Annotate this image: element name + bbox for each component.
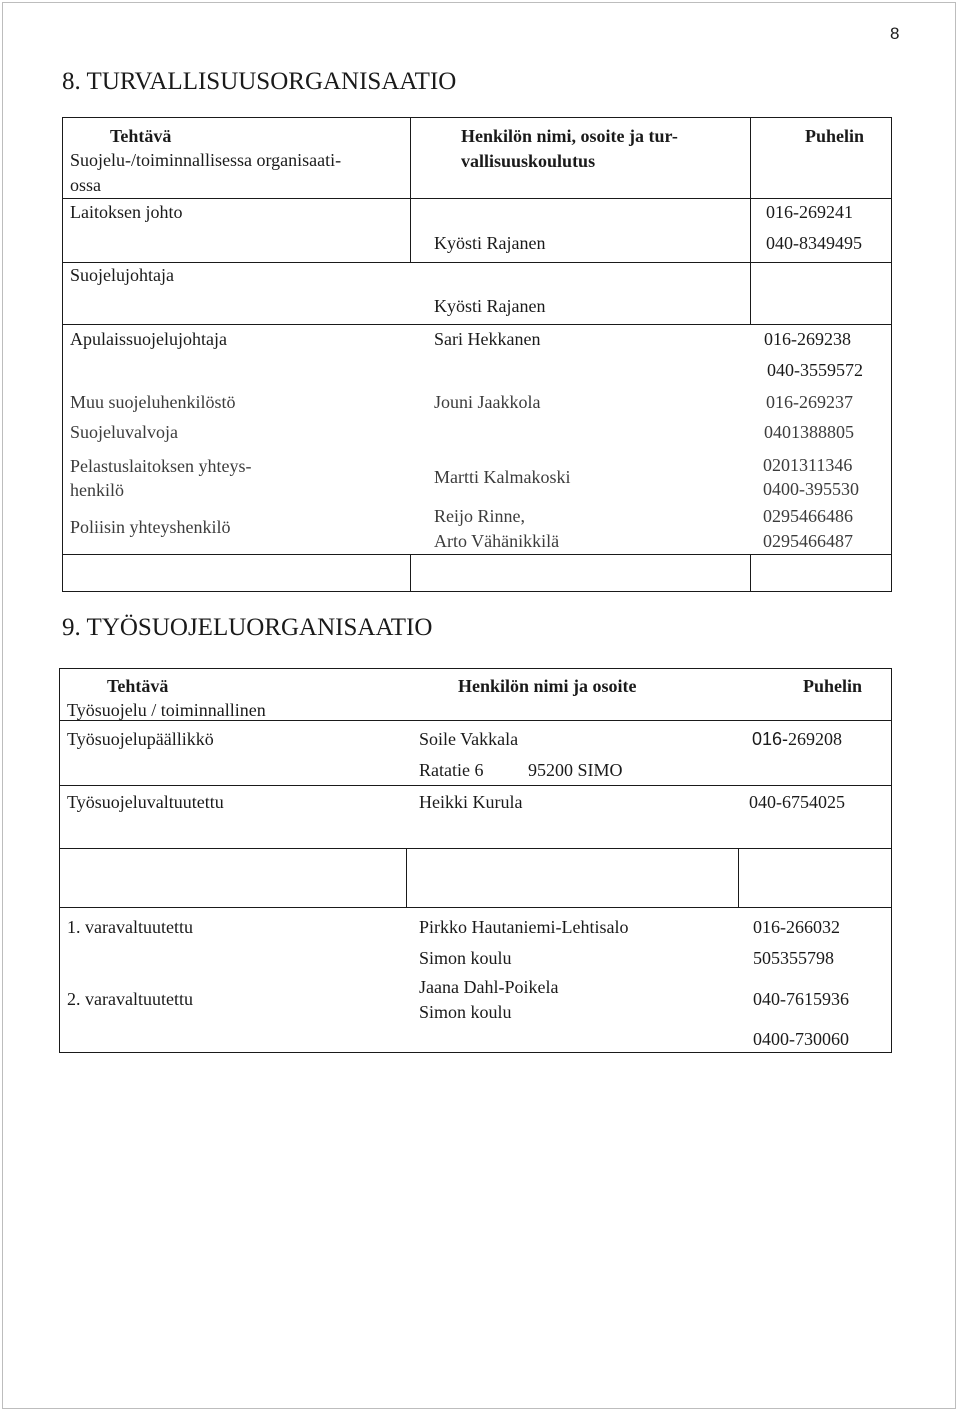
table2-row2-person: Heikki Kurula xyxy=(419,792,523,812)
table1-row5-person: Martti Kalmakoski xyxy=(434,467,571,487)
table2-row4-address: Simon koulu xyxy=(419,1002,512,1022)
table1-row5-phone1: 0201311346 xyxy=(763,455,853,475)
section-8-heading: 8. TURVALLISUUSORGANISAATIO xyxy=(62,68,457,95)
table1-row6-person1: Reijo Rinne, xyxy=(434,506,525,526)
table1-row6-phone2: 0295466487 xyxy=(763,531,853,551)
table1-row4-task2: Suojeluvalvoja xyxy=(70,422,178,442)
table2-header-phone: Puhelin xyxy=(803,676,863,696)
table1-row6-task: Poliisin yhteyshenkilö xyxy=(70,517,231,537)
table2-header-task: Tehtävä xyxy=(107,676,169,696)
table2-row4-person: Jaana Dahl-Poikela xyxy=(419,977,559,997)
table1-row3-task: Apulaissuojelujohtaja xyxy=(70,329,227,349)
table2-row3-person: Pirkko Hautaniemi-Lehtisalo xyxy=(419,917,629,937)
table1-header-person-1: Henkilön nimi, osoite ja tur- xyxy=(461,126,678,146)
table1-row1-task: Laitoksen johto xyxy=(70,202,183,222)
table1-header-task-sub2: ossa xyxy=(70,175,101,195)
table1-row3-phone1: 016-269238 xyxy=(764,329,851,349)
table2-header-task-sub: Työsuojelu / toiminnallinen xyxy=(67,700,266,720)
table2-row1-person: Soile Vakkala xyxy=(419,729,519,749)
table2-row1-phone xyxy=(752,729,842,750)
table1-row1-phone2: 040-8349495 xyxy=(766,233,862,253)
table2-row3-phone2: 505355798 xyxy=(753,948,834,968)
table2-row3-address: Simon koulu xyxy=(419,948,512,968)
table1-row1-phone1: 016-269241 xyxy=(766,202,853,222)
table2-row1-address: Ratatie 6 xyxy=(419,760,484,780)
table1-row3-person: Sari Hekkanen xyxy=(434,329,541,349)
table2-row2-task: Työsuojeluvaltuutettu xyxy=(67,792,224,812)
table2-row1-phone-rest: 269208 xyxy=(788,729,843,749)
table1-row4-person: Jouni Jaakkola xyxy=(434,392,541,412)
table2-row4-phone1: 040-7615936 xyxy=(753,989,849,1009)
table1-header-person-2: vallisuuskoulutus xyxy=(461,151,596,171)
section-9-heading: 9. TYÖSUOJELUORGANISAATIO xyxy=(62,614,433,641)
table1-row4-phone2: 0401388805 xyxy=(764,422,854,442)
table2-row4-phone2: 0400-730060 xyxy=(753,1029,849,1049)
table1-row3-phone2: 040-3559572 xyxy=(767,360,863,380)
table2-row1-phone-prefix: 016- xyxy=(752,729,789,749)
table1-row2-task: Suojelujohtaja xyxy=(70,265,174,285)
table1-row6-person2: Arto Vähänikkilä xyxy=(434,531,560,551)
table1-row5-phone2: 0400-395530 xyxy=(763,479,859,499)
table2-row1-postal: 95200 SIMO xyxy=(528,760,623,780)
table2-row3-phone1: 016-266032 xyxy=(753,917,840,937)
table1-header-phone: Puhelin xyxy=(805,126,865,146)
table1-row5-task2: henkilö xyxy=(70,480,124,500)
table1-row5-task1: Pelastuslaitoksen yhteys- xyxy=(70,456,252,476)
table2-header-person: Henkilön nimi ja osoite xyxy=(458,676,637,696)
table1-header-task: Tehtävä xyxy=(110,126,172,146)
page-number: 8 xyxy=(890,24,900,43)
table1-row2-person: Kyösti Rajanen xyxy=(434,296,546,316)
table2-row3-task: 1. varavaltuutettu xyxy=(67,917,193,937)
table2-row2-phone: 040-6754025 xyxy=(749,792,845,812)
table1-header-task-sub1: Suojelu-/toiminnallisessa organisaati- xyxy=(70,150,342,170)
table1-row4-task1: Muu suojeluhenkilöstö xyxy=(70,392,236,412)
table2-row4-task: 2. varavaltuutettu xyxy=(67,989,193,1009)
table1-row6-phone1: 0295466486 xyxy=(763,506,853,526)
table1-row1-person: Kyösti Rajanen xyxy=(434,233,546,253)
table2-row1-task: Työsuojelupäällikkö xyxy=(67,729,214,749)
table1-row4-phone1: 016-269237 xyxy=(766,392,853,412)
